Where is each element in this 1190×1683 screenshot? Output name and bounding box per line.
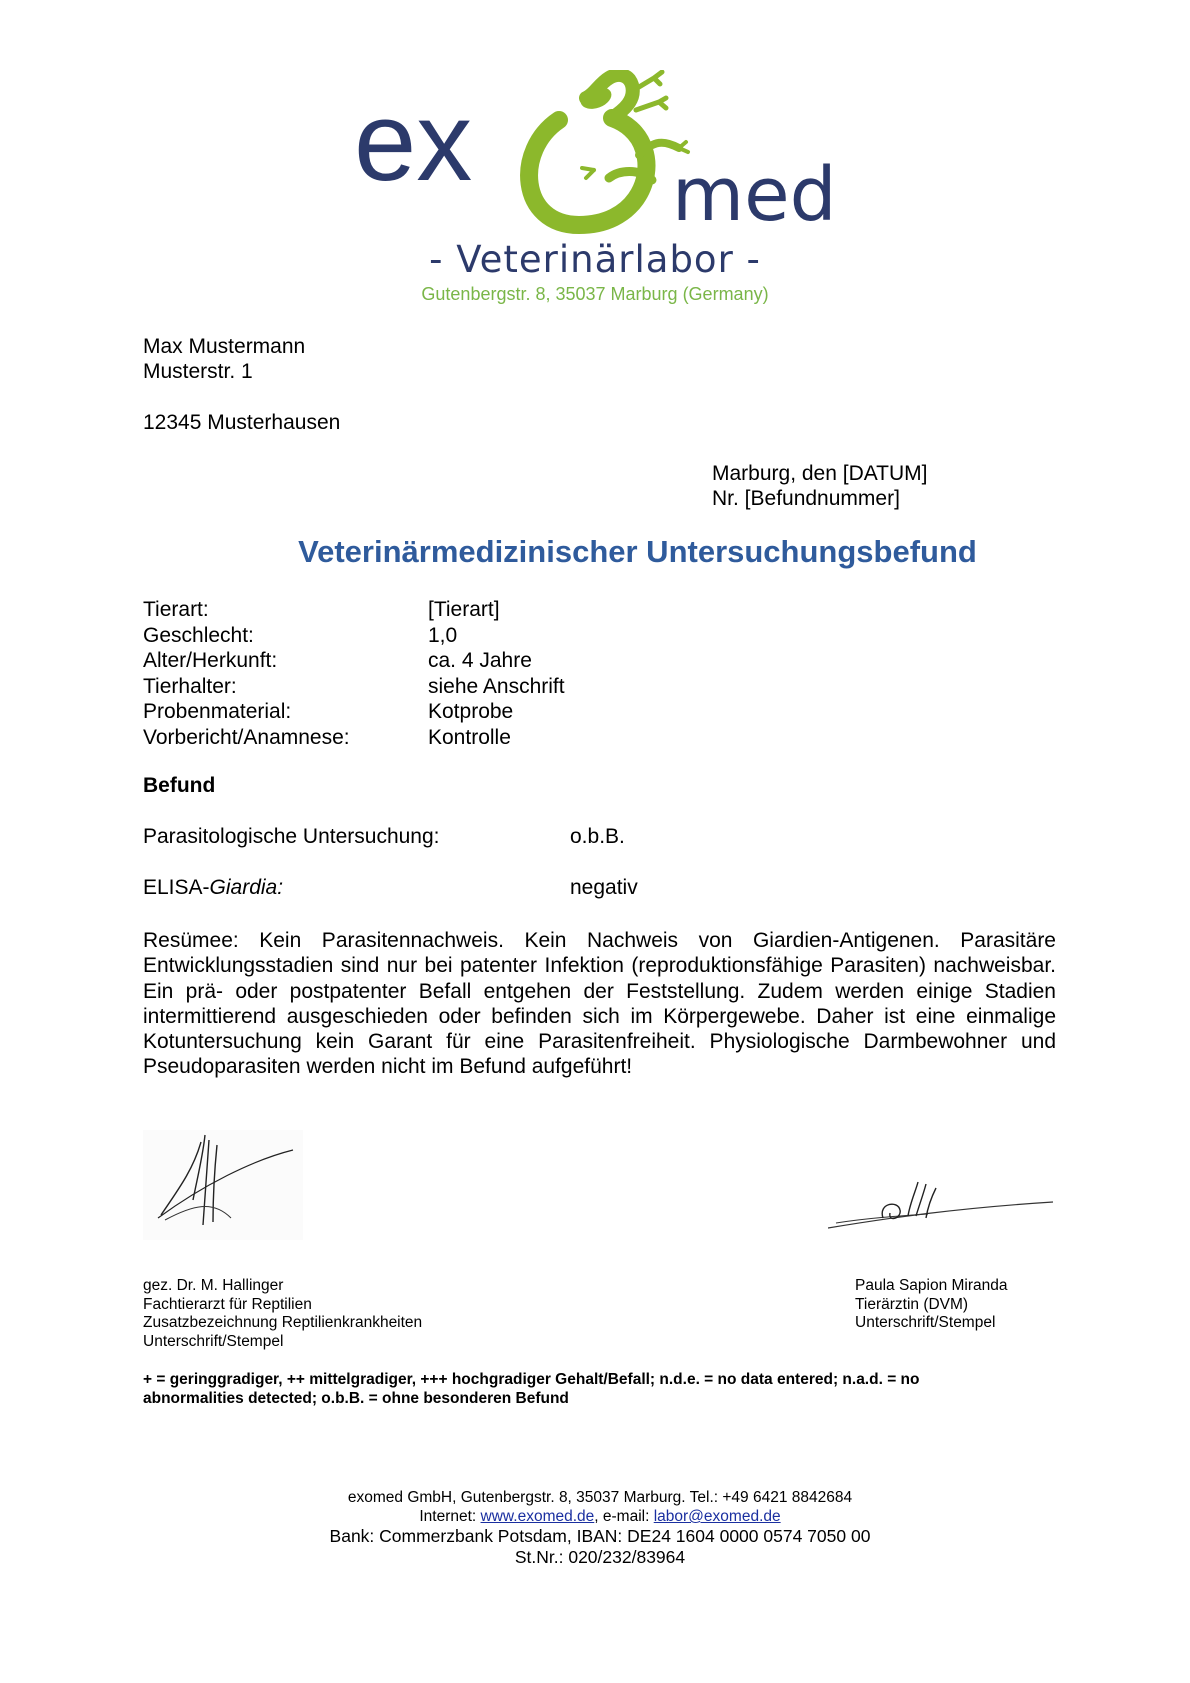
signature-sapion	[828, 1178, 1058, 1238]
resume-paragraph: Resümee: Kein Parasitennachweis. Kein Nachweis von Giardien-Antigenen. Parasitäre Entwicklungsstadien sind nur bei patenter Infektion (reproduktionsfähige Parasiten) nachweisbar. Ein prä- oder postpatenter Befall entgehen der Feststellung. Zudem werden einige Stadien intermittierend ausgeschieden oder befinden sich im Körpergewebe. Daher ist eine einmalige Kotuntersuchung kein Garant für eine Parasitenfreiheit. Physiologische Darmbewohner und Pseudoparasiten werden nicht im Befund aufgeführt!	[143, 929, 1056, 1079]
signer-name: Paula Sapion Miranda	[855, 1277, 1008, 1294]
finding-value: o.b.B.	[570, 825, 625, 848]
info-label: Tierart:	[143, 598, 209, 621]
info-value: Kontrolle	[428, 725, 511, 749]
report-meta	[712, 461, 928, 511]
footer-tax: St.Nr.: 020/232/83964	[514, 1547, 686, 1567]
website-link[interactable]: www.exomed.de	[480, 1508, 595, 1525]
finding-elisa	[143, 875, 638, 900]
signature-hallinger	[143, 1130, 303, 1240]
footer-contact	[0, 1507, 1190, 1526]
exomed-logo	[354, 70, 844, 245]
info-value: ca. 4 Jahre	[428, 649, 532, 672]
info-value: 1,0	[428, 623, 458, 647]
info-value: Kotprobe	[428, 700, 514, 723]
legend-line: + = geringgradiger, ++ mittelgradiger, +++ hochgradiger Gehalt/Befall; n.d.e. = no data entered; n.a.d. = no	[143, 1371, 920, 1388]
recipient-city: 12345 Musterhausen	[143, 411, 341, 434]
lab-subtitle: - Veterinärlabor -	[429, 238, 761, 281]
footer-internet-label: Internet:	[419, 1508, 481, 1525]
lab-address: Gutenbergstr. 8, 35037 Marburg (Germany)	[421, 284, 769, 304]
signer-name: gez. Dr. M. Hallinger	[143, 1277, 284, 1294]
elisa-label-prefix: ELISA-	[143, 876, 210, 899]
lizard-icon	[529, 72, 688, 225]
finding-label	[143, 875, 570, 900]
finding-label: Parasitologische Untersuchung:	[143, 825, 440, 848]
email-link[interactable]: labor@exomed.de	[653, 1508, 781, 1525]
signature-block-left	[143, 1277, 422, 1351]
finding-parasitology	[143, 824, 625, 849]
info-label: Geschlecht:	[143, 623, 254, 647]
abbreviation-legend	[143, 1371, 1083, 1408]
report-date: Marburg, den [DATUM]	[712, 462, 928, 485]
info-label: Vorbericht/Anamnese:	[143, 725, 350, 749]
report-number: Nr. [Befundnummer]	[712, 487, 900, 510]
info-row	[143, 725, 565, 751]
info-value: [Tierart]	[428, 598, 500, 621]
legend-line: abnormalities detected; o.b.B. = ohne besonderen Befund	[143, 1389, 569, 1407]
footer-email-label: , e-mail:	[594, 1508, 654, 1525]
page-footer	[0, 1488, 1190, 1568]
recipient-name: Max Mustermann	[143, 335, 306, 358]
signer-title: Tierärztin (DVM)	[855, 1295, 969, 1313]
info-label: Alter/Herkunft:	[143, 649, 278, 672]
info-row	[143, 648, 565, 674]
signer-title: Fachtierarzt für Reptilien	[143, 1295, 312, 1313]
document-title: Veterinärmedizinischer Untersuchungsbefund	[298, 534, 977, 569]
signer-qualification: Zusatzbezeichnung Reptilienkrankheiten	[143, 1314, 423, 1331]
recipient-address	[143, 334, 305, 384]
animal-info-table	[143, 597, 565, 750]
befund-heading: Befund	[143, 774, 216, 797]
signer-stamp-label: Unterschrift/Stempel	[855, 1314, 996, 1331]
finding-value: negativ	[570, 876, 638, 899]
signature-block-right	[855, 1277, 1008, 1333]
info-row	[143, 674, 565, 700]
recipient-street: Musterstr. 1	[143, 360, 253, 383]
elisa-label-species: Giardia:	[209, 876, 284, 899]
logo-text-ex: ex	[354, 79, 473, 204]
info-row	[143, 597, 565, 623]
footer-bank: Bank: Commerzbank Potsdam, IBAN: DE24 1604 0000 0574 7050 00	[329, 1526, 871, 1546]
info-row	[143, 699, 565, 725]
footer-company: exomed GmbH, Gutenbergstr. 8, 35037 Marburg. Tel.: +49 6421 8842684	[347, 1489, 853, 1506]
info-row	[143, 623, 565, 649]
info-value: siehe Anschrift	[428, 674, 565, 698]
info-label: Tierhalter:	[143, 674, 237, 698]
logo-text-med: med	[672, 152, 837, 238]
signer-stamp-label: Unterschrift/Stempel	[143, 1332, 284, 1350]
info-label: Probenmaterial:	[143, 700, 292, 723]
